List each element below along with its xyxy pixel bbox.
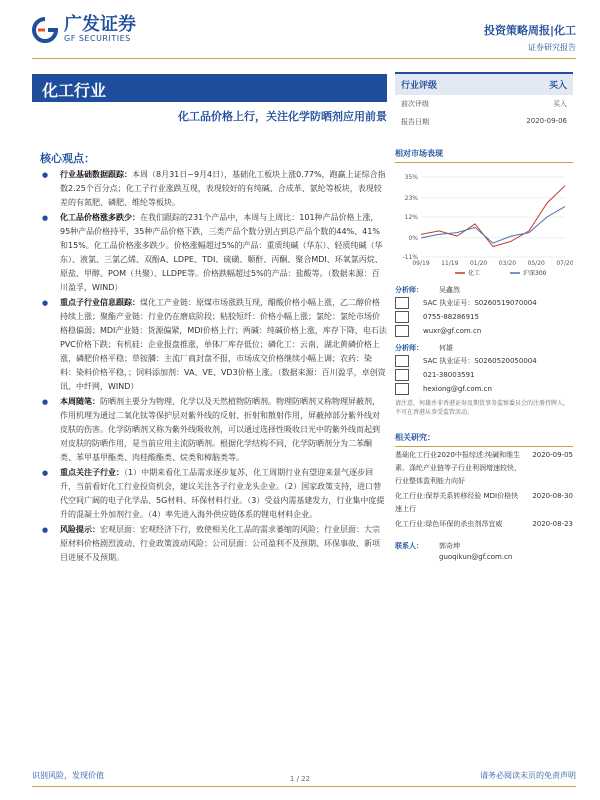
- core-heading: 核心观点：: [40, 152, 95, 165]
- y-tick-label: 23%: [404, 194, 418, 202]
- id-card-icon: [395, 297, 409, 309]
- bullet-text: 防晒剂主要分为物理、化学以及天然植物防晒剂。物理防晒剂又称物理屏蔽剂，作用机理为通过二氧化钛等保护层对紫外线的反射、折射和散射作用，屏蔽掉部分紫外线对皮肤的伤害。化学防晒剂又称为紫外线吸收剂，可以通过选择性吸收日光中的紫外线而起到对皮肤的防晒作用，是当前应用主流防晒剂。根据化学结构不同，化学防晒剂分为二苯酮类、苯甲基甲酯类、肉桂酸酯类、烷类和樟脑类等。: [60, 397, 380, 462]
- market-chart: [395, 169, 573, 279]
- report-headline: 化工品价格上行，关注化学防晒剂应用前景: [178, 110, 387, 123]
- analyst-name: 何雄: [439, 344, 453, 352]
- x-tick-label: 09/19: [412, 260, 430, 267]
- report-date-label: 报告日期: [401, 118, 429, 126]
- related-text: 化工行业:保荐关系转移经验 MDI价格快速上行: [395, 492, 519, 513]
- analyst-role: 分析师：: [395, 286, 423, 294]
- header-right: [484, 22, 576, 53]
- bullet-item: [40, 466, 387, 522]
- analyst-phone: 021-38003591: [423, 371, 475, 379]
- related-date: 2020-09-05: [532, 451, 573, 459]
- legend-label: 化工: [468, 270, 481, 277]
- page-number: 1 / 22: [289, 775, 311, 783]
- rating-label: 行业评级: [401, 81, 438, 91]
- contact-label: 联系人：: [395, 542, 423, 550]
- report-series-title: 投资策略周报|化工: [483, 24, 576, 37]
- footer-slogan: 识别风险，发现价值: [32, 771, 104, 780]
- bullet-item: [40, 168, 387, 210]
- footer-disclaimer: 请务必阅读末页的免责声明: [480, 771, 576, 780]
- logo-en: GF SECURITIES: [64, 34, 131, 43]
- bullet-text: 在我们跟踪的231个产品中，本周与上周比：101种产品价格上涨，95种产品价格持平，35种产品价格下跌，三类产品个数分别占到总产品个数的44%、41%和15%。化工品价格涨多跌少。价格涨幅超过5%的产品：重质纯碱（华东）、轻质纯碱（华东）、液氯、三氯乙烯、双酚A、LDPE、TDI、硫磺、顺酐、丙酮、聚合MDI、环氧氯丙烷、原盐、甲醇、POM（共聚）、LLDPE等。价格跌幅超过5%的产品：盐酸等。（数据来源：百川盈孚，WIND）: [60, 213, 383, 292]
- analyst-block-1: [395, 285, 573, 337]
- analyst-block-2: [395, 343, 573, 395]
- email-icon: [395, 383, 409, 395]
- company-logo: [32, 16, 136, 43]
- analyst-email[interactable]: wuxr@gf.com.cn: [423, 327, 482, 335]
- y-tick-label: 35%: [404, 174, 418, 181]
- contact-name: 郭奇坤: [439, 542, 460, 550]
- y-tick-label: 12%: [404, 214, 418, 221]
- bullet-item: [40, 523, 387, 565]
- bullet-lead: 风险提示：: [60, 525, 100, 534]
- report-date-row: [395, 113, 573, 131]
- analyst-phone: 0755-88286915: [423, 313, 479, 321]
- analyst-email[interactable]: hexiong@gf.com.cn: [423, 385, 492, 393]
- rating-value: 买入: [548, 81, 567, 91]
- phone-icon: [395, 369, 409, 381]
- bullet-text: 煤化工产业链：原煤市场涨跌互现，醋酸价格小幅上涨，乙二醇价格持续上涨；聚酯产业链：行业仍在磨底阶段；粘胶短纤：价格小幅上涨；氯纶：氯纶市场价格稳偏弱；MDI产业链：货源偏紧，MDI价格上行；两碱：纯碱价格上涨，库存下降，电石法PVC价格下跌；有机硅：企业报盘推涨，单体厂库存低位；磷化工：云南、湖北黄磷价格上涨，磷肥价格平稳；草铵膦：主流厂商封盘不报，市场成交价格继续小幅上调；农药：染料：染料价格平稳，；饲料添加剂：VA、VE、VD3价格上涨。（数据来源：百川盈孚，卓创资讯、中纤网，WIND）: [60, 298, 387, 391]
- analyst-sac: SAC 执业证号：S0260520050004: [423, 357, 537, 365]
- contact-block: [395, 541, 573, 561]
- bullet-item: [40, 395, 387, 465]
- bullet-lead: 本周随笔：: [60, 397, 100, 406]
- email-icon: [395, 325, 409, 337]
- x-tick-label: 03/20: [498, 260, 517, 267]
- related-text: 化工行业:绿色环保的杀虫剂昂宜威: [395, 520, 503, 528]
- sidebar: [395, 72, 573, 561]
- market-chart-svg: [395, 169, 573, 279]
- gf-logo-icon: [32, 17, 58, 43]
- core-content: [40, 168, 387, 566]
- related-item[interactable]: [395, 490, 573, 516]
- footer-divider: [32, 786, 576, 787]
- x-tick-label: 07/20: [556, 260, 573, 267]
- prev-rating-value: 买入: [553, 100, 567, 108]
- x-tick-label: 11/19: [441, 260, 459, 267]
- related-date: 2020-08-30: [532, 492, 573, 500]
- bullet-lead: 重点关注子行业：: [60, 468, 124, 477]
- market-title: 相对市场表现: [395, 145, 573, 163]
- y-tick-label: -11%: [402, 254, 418, 261]
- bullet-text: 本周（8月31日~9月4日），基础化工板块上涨0.77%，跑赢上证综合指数2.25个百分点；化工子行业涨跌互现，表现较好的有纯碱、合成革、氨纶等板块，表现较差的有氮肥、磷肥、维纶等板块。: [60, 170, 386, 207]
- x-tick-label: 01/20: [469, 260, 488, 267]
- contact-email[interactable]: guoqikun@gf.com.cn: [439, 553, 513, 561]
- bullet-item: [40, 211, 387, 295]
- related-date: 2020-08-23: [532, 520, 573, 528]
- related-item[interactable]: [395, 449, 573, 488]
- phone-icon: [395, 311, 409, 323]
- analyst-note: 请注意，何雄并非香港证券及期货事务监察委员会的注册持牌人，不可在香港从事受监管活动。: [395, 400, 570, 416]
- bullet-lead: 重点子行业信息跟踪：: [60, 298, 140, 307]
- series-line-0: [421, 186, 565, 247]
- rating-header: [395, 72, 573, 95]
- analyst-role: 分析师：: [395, 344, 423, 352]
- report-type: 证券研究报告: [528, 43, 576, 52]
- legend-label: 沪深300: [523, 270, 547, 277]
- bullet-text: （1）中期来看化工品需求逐步复苏，化工周期行业有望迎来景气逐步回升，当前看好化工行业投资机会，建议关注各子行业龙头企业。（2）国家政策支持，进口替代空间广阔的电子化学品、5G材料、环保材料行业。（3）受益内需基建发力，行业集中度提升的混凝土外加剂行业。（4）率先进入海外供应链体系的锂电材料企业。: [60, 468, 385, 519]
- bullet-lead: 化工品价格涨多跌少：: [60, 213, 140, 222]
- y-tick-label: 0%: [408, 234, 418, 242]
- bullet-lead: 行业基础数据跟踪：: [60, 170, 132, 179]
- prev-rating-row: [395, 95, 573, 113]
- industry-title: 化工行业: [32, 74, 387, 102]
- related-title: 相关研究：: [395, 429, 573, 447]
- series-line-1: [421, 207, 565, 244]
- bullet-item: [40, 296, 387, 394]
- related-text: 基础化工行业2020中报综述:纯碱和维生素、涤纶产业链等子行业利润增速较快，行业整体盈利能力向好: [395, 451, 521, 485]
- x-tick-label: 05/20: [527, 260, 545, 267]
- header-divider: [32, 58, 576, 59]
- analyst-sac: SAC 执业证号：S0260519070004: [423, 299, 537, 307]
- id-card-icon: [395, 355, 409, 367]
- logo-cn: 广发证券: [64, 14, 136, 35]
- prev-rating-label: 前次评级: [401, 100, 429, 108]
- bullet-text: 宏观层面：宏观经济下行，致使相关化工品的需求萎缩的风险；行业层面：大宗原材料价格剧烈波动、行业政策波动风险；公司层面：公司盈利不及预期、环保事故、新项目进展不及预期。: [60, 525, 380, 562]
- report-date-value: 2020-09-06: [526, 117, 567, 125]
- analyst-name: 吴鑫然: [439, 286, 460, 294]
- related-item[interactable]: [395, 518, 573, 531]
